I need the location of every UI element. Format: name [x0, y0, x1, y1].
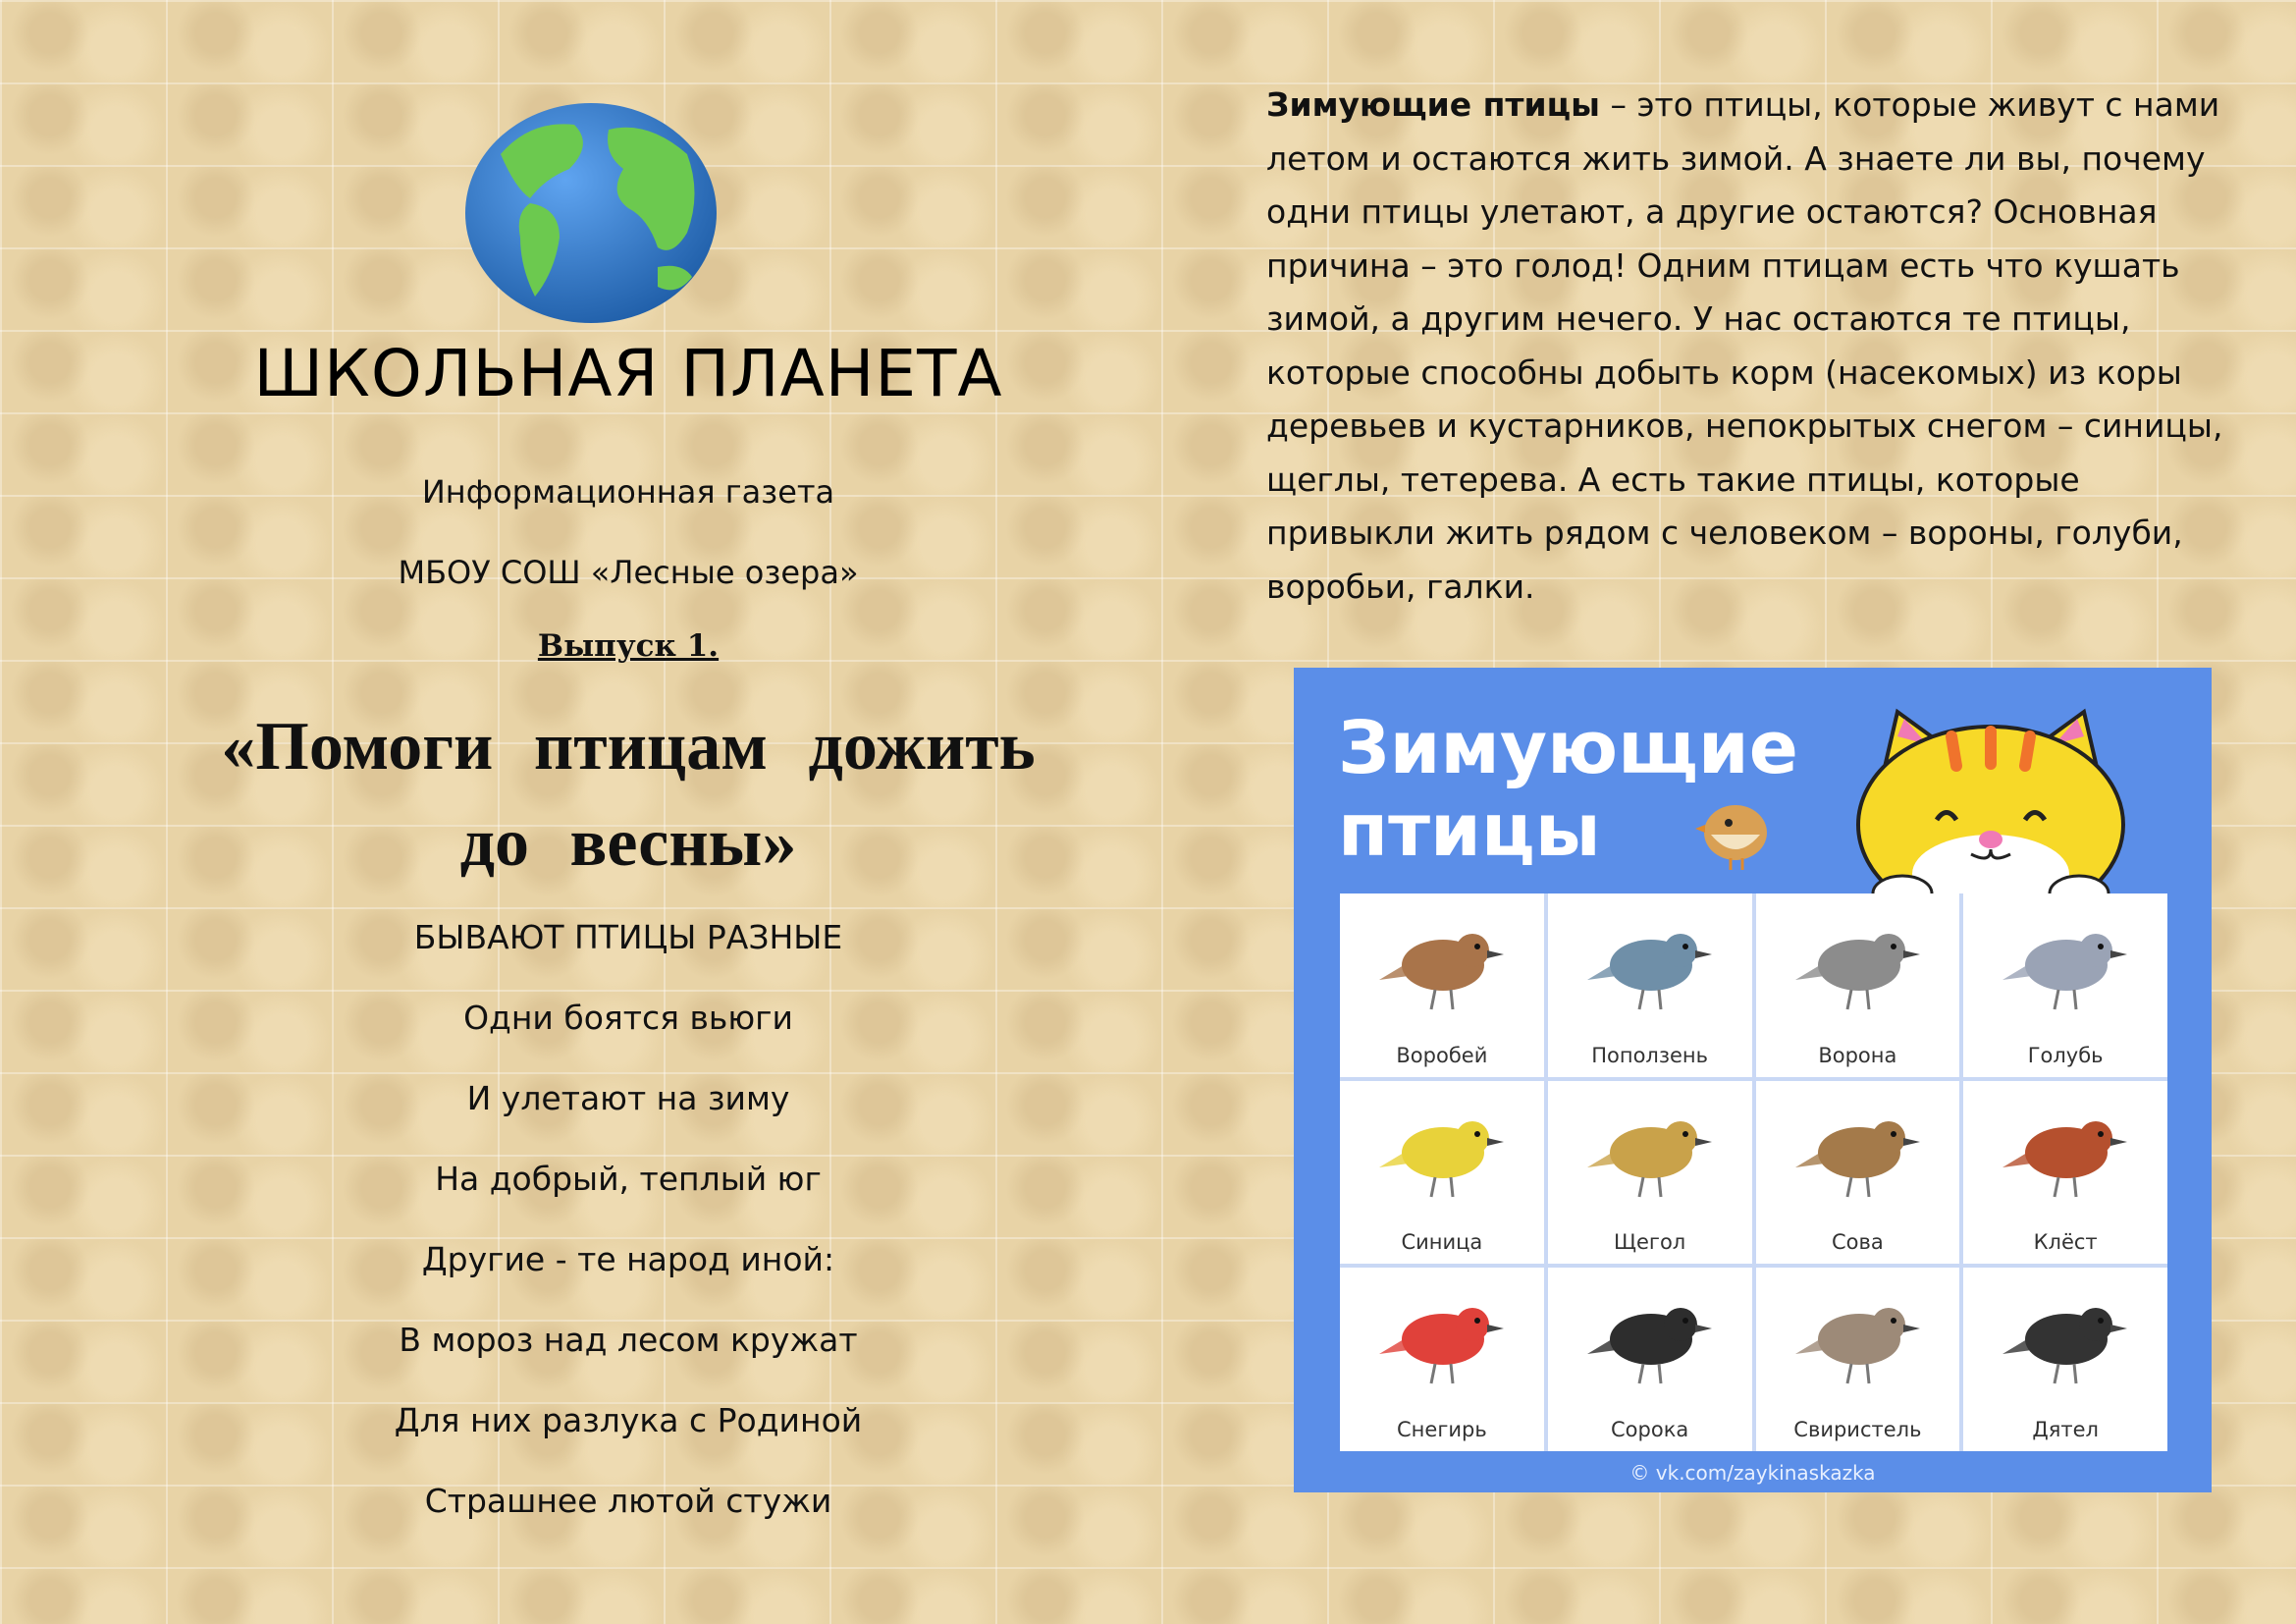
bird-name: Свиристель — [1793, 1418, 1922, 1441]
intro-paragraph — [1266, 79, 2238, 614]
poem-line: Одни боятся вьюги — [463, 999, 793, 1037]
bird-card — [1963, 1268, 2167, 1451]
bird-card — [1548, 893, 1752, 1077]
bird-name: Снегирь — [1397, 1418, 1487, 1441]
bird-card — [1963, 1081, 2167, 1265]
small-bird-icon — [1691, 795, 1780, 874]
poem-line: На добрый, теплый юг — [435, 1160, 822, 1198]
poem-line: Для них разлука с Родиной — [394, 1401, 863, 1439]
headline — [157, 699, 1099, 892]
bird-card — [1756, 1268, 1960, 1451]
bird-icon — [1374, 1099, 1512, 1207]
bird-icon — [1998, 1285, 2135, 1393]
bird-name: Синица — [1401, 1230, 1483, 1255]
bird-card — [1963, 893, 2167, 1077]
bird-icon — [1790, 1285, 1928, 1393]
bird-icon — [1790, 1099, 1928, 1207]
bird-name: Воробей — [1396, 1043, 1488, 1067]
card-title-line-1: Зимующие — [1338, 706, 1798, 790]
bird-name: Ворона — [1818, 1043, 1897, 1067]
birds-grid — [1340, 893, 2167, 1451]
poem-line: Другие - те народ иной: — [421, 1240, 835, 1278]
poem-line: Страшнее лютой стужи — [424, 1482, 832, 1520]
poem-line: БЫВАЮТ ПТИЦЫ РАЗНЫЕ — [413, 918, 843, 956]
issue-number: Выпуск 1. — [537, 628, 720, 664]
intro-term: Зимующие птицы — [1266, 85, 1600, 124]
bird-icon — [1374, 911, 1512, 1019]
newspaper-title: ШКОЛЬНАЯ ПЛАНЕТА — [253, 336, 1003, 411]
newspaper-subtitle: Информационная газета — [421, 473, 835, 511]
bird-icon — [1998, 1099, 2135, 1207]
bird-icon — [1998, 911, 2135, 1019]
globe-icon — [461, 100, 721, 326]
bird-name: Щегол — [1614, 1230, 1686, 1255]
bird-card — [1548, 1268, 1752, 1451]
card-credit: © vk.com/zaykinaskazka — [1629, 1461, 1876, 1485]
poem-line: И улетают на зиму — [466, 1079, 790, 1117]
poem-line: В мороз над лесом кружат — [399, 1321, 858, 1359]
bird-icon — [1374, 1285, 1512, 1393]
cat-icon — [1843, 707, 2138, 903]
bird-card — [1340, 1081, 1544, 1265]
bird-name: Голубь — [2027, 1043, 2104, 1067]
bird-card — [1548, 1081, 1752, 1265]
bird-card — [1756, 1081, 1960, 1265]
winter-birds-card — [1294, 668, 2212, 1492]
school-name: МБОУ СОШ «Лесные озера» — [398, 554, 859, 591]
headline-line-2: до весны» — [459, 805, 797, 881]
bird-name: Дятел — [2032, 1418, 2099, 1441]
bird-name: Сова — [1831, 1230, 1884, 1255]
bird-icon — [1582, 1285, 1720, 1393]
bird-name: Клёст — [2033, 1230, 2098, 1255]
bird-name: Поползень — [1591, 1043, 1709, 1067]
bird-card — [1756, 893, 1960, 1077]
intro-text: – это птицы, которые живут с нами летом и остаются жить зимой. А знаете ли вы, почему одни птицы улетают, а другие остаются? Основная причина – это голод! Одним птицам есть что кушать зимой, а другим нечего. У нас остаются те птицы, которые способны добыть корм (насекомых) из коры деревьев и кустарников, непокрытых снегом – синицы, щеглы, тетерева. А есть такие птицы, которые привыкли жить рядом с человеком – вороны, голуби, воробьи, галки. — [1266, 85, 2223, 606]
bird-icon — [1582, 1099, 1720, 1207]
bird-icon — [1582, 911, 1720, 1019]
bird-card — [1340, 893, 1544, 1077]
bird-card — [1340, 1268, 1544, 1451]
bird-icon — [1790, 911, 1928, 1019]
card-title-line-2: птицы — [1338, 788, 1601, 873]
headline-line-1: «Помоги птицам дожить — [221, 709, 1036, 785]
bird-name: Сорока — [1611, 1418, 1689, 1441]
